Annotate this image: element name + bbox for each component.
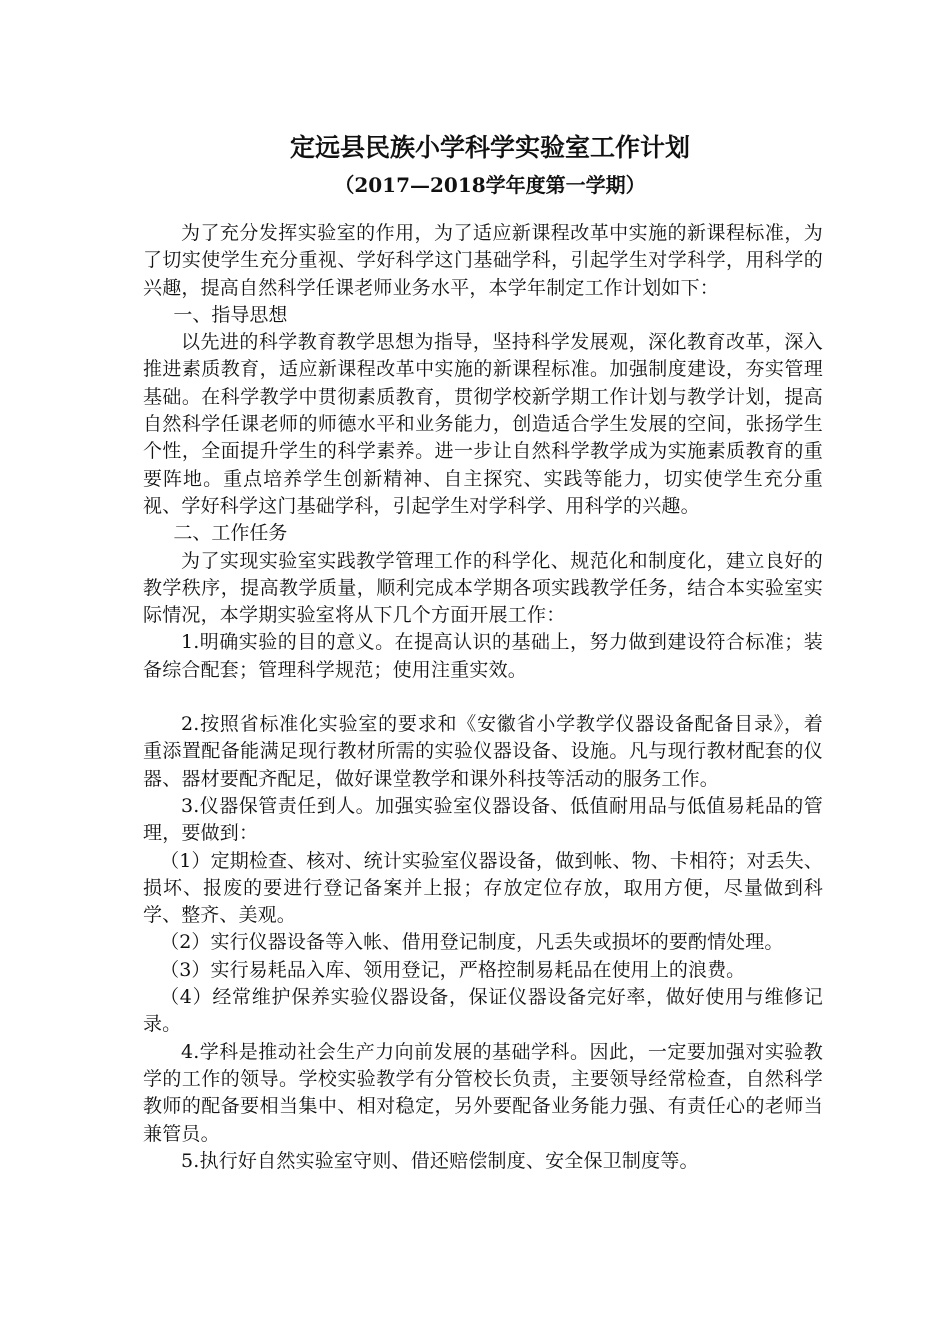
tasks-intro-paragraph: 为了实现实验室实践教学管理工作的科学化、规范化和制度化，建立良好的教学秩序，提高教学质量，顺利完成本学期各项实践教学任务，结合本实验室实际情况，本学期实验室将从下几个方面开展工作： [143,549,823,627]
blank-line [143,684,823,711]
document-title: 定远县民族小学科学实验室工作计划 [289,133,690,162]
task-item-3: 3.仪器保管责任到人。加强实验室仪器设备、低值耐用品与低值易耗品的管理，要做到： [143,794,823,845]
task-item-1: 1.明确实验的目的意义。在提高认识的基础上，努力做到建设符合标准；装备综合配套；管理科学规范；使用注重实效。 [143,631,823,681]
section-heading-guiding-thought: 一、指导思想 [173,303,288,326]
task-item-3-sub-4: （4）经常维护保养实验仪器设备，保证仪器设备完好率，做好使用与维修记录。 [143,986,823,1036]
task-item-2: 2.按照省标准化实验室的要求和《安徽省小学教学仪器设备配备目录》，着重添置配备能满足现行教材所需的实验仪器设备、设施。凡与现行教材配套的仪器、器材要配齐配足，做好课堂教学和课外科技等活动的服务工作。 [143,713,823,790]
task-item-5: 5.执行好自然实验室守则、借还赔偿制度、安全保卫制度等。 [181,1149,699,1172]
task-item-3-sub-1: （1）定期检查、核对、统计实验室仪器设备，做到帐、物、卡相符；对丢失、损坏、报废的要进行登记备案并上报；存放定位存放，取用方便，尽量做到科学、整齐、美观。 [143,849,823,927]
guiding-thought-paragraph: 以先进的科学教育教学思想为指导，坚持科学发展观，深化教育改革，深入推进素质教育，适应新课程改革中实施的新课程标准。加强制度建设，夯实管理基础。在科学教学中贯彻素质教育，贯彻学校新学期工作计划与教学计划，提高自然科学任课老师的师德水平和业务能力，创造适合学生发展的空间，张扬学生个性，全面提升学生的科学素养。进一步让自然科学教学成为实施素质教育的重要阵地。重点培养学生创新精神、自主探究、实践等能力，切实使学生充分重视、学好科学这门基础学科，引起学生对学科学、用科学的兴趣。 [143,331,823,517]
section-heading-tasks: 二、工作任务 [173,522,288,545]
task-item-4: 4.学科是推动社会生产力向前发展的基础学科。因此，一定要加强对实验教学的工作的领导。学校实验教学有分管校长负责，主要领导经常检查，自然科学教师的配备要相当集中、相对稳定，另外要配备业务能力强、有责任心的老师当兼管员。 [143,1040,823,1145]
intro-paragraph: 为了充分发挥实验室的作用，为了适应新课程改革中实施的新课程标准，为了切实使学生充分重视、学好科学这门基础学科，引起学生对学科学，用科学的兴趣，提高自然科学任课老师业务水平，本学年制定工作计划如下： [143,222,823,299]
document-subtitle: （2017—2018学年度第一学期） [334,173,646,197]
task-item-3-sub-2: （2）实行仪器设备等入帐、借用登记制度，凡丢失或损坏的要酌情处理。 [160,931,784,954]
document-page [143,128,823,1175]
task-item-3-sub-3: （3）实行易耗品入库、领用登记，严格控制易耗品在使用上的浪费。 [160,958,746,981]
